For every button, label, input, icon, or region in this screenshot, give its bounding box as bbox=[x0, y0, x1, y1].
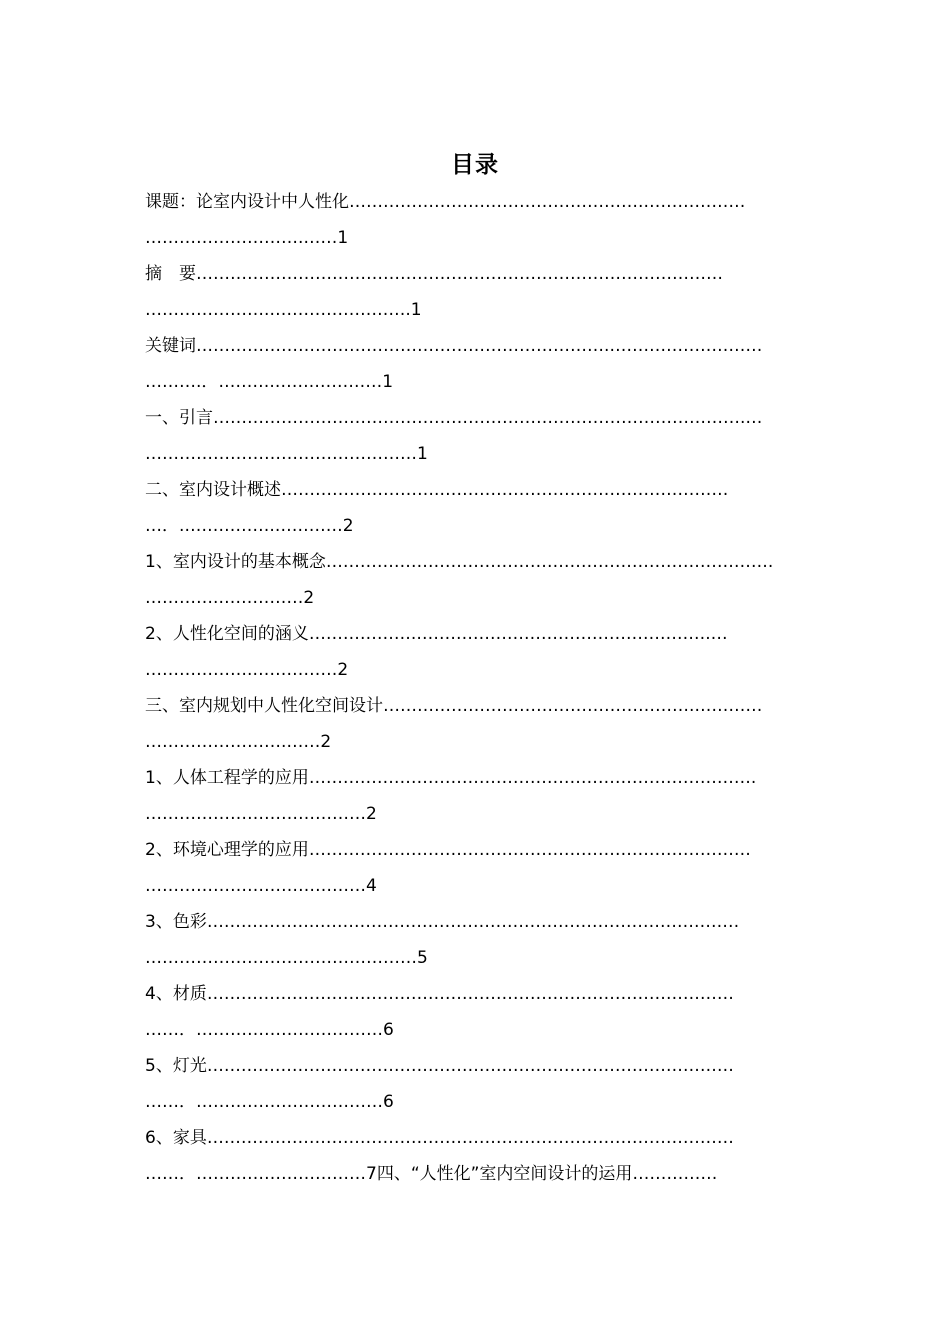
toc-entry-env-psychology-cont: …………………………………4 bbox=[145, 876, 377, 896]
toc-entry-color-cont: …………………………………………5 bbox=[145, 948, 428, 968]
toc-entry-space-design: 三、室内规划中人性化空间设计……………………………………………….………… bbox=[145, 696, 763, 716]
toc-entry-ergonomics-cont: …………………………………2 bbox=[145, 804, 377, 824]
toc-entry-env-psychology: 2、环境心理学的应用…………………………………………………………………… bbox=[145, 840, 751, 860]
toc-entry-space-design-cont: …………………….……2 bbox=[145, 732, 332, 752]
page-title: 目录 bbox=[451, 152, 499, 178]
toc-entry-overview-cont: …．.…………….…………2 bbox=[145, 516, 354, 536]
table-of-contents bbox=[145, 184, 815, 1192]
toc-entry-topic: 课题：论室内设计中人性化…………………………………………….……………… bbox=[145, 192, 746, 212]
toc-entry-furniture-cont: ……．…………………………7四、“人性化”室内空间设计的运用…………… bbox=[145, 1164, 718, 1184]
toc-entry-abstract-cont: ………………….…………………….1 bbox=[145, 300, 422, 320]
toc-entry-introduction: 一、引言………………………………………………………………………………….… bbox=[145, 408, 763, 428]
toc-entry-humanized-meaning: 2、人性化空间的涵义……………….…………………………………………….… bbox=[145, 624, 728, 644]
toc-entry-material-cont: ……．……………………………6 bbox=[145, 1020, 394, 1040]
toc-entry-humanized-meaning-cont: ……………….……………2 bbox=[145, 660, 349, 680]
toc-entry-basic-concept-cont: ………….……………2 bbox=[145, 588, 315, 608]
toc-entry-abstract: 摘 要………………………………………………………………………………… bbox=[145, 264, 723, 284]
toc-entry-overview: 二、室内设计概述……………………….…………………………………………… bbox=[145, 480, 729, 500]
toc-entry-lighting: 5、灯光………………………………………………………………………………… bbox=[145, 1056, 734, 1076]
toc-entry-keywords-cont: ……….．……….…….…………1 bbox=[145, 372, 394, 392]
toc-entry-lighting-cont: ……．……………………………6 bbox=[145, 1092, 394, 1112]
toc-entry-ergonomics: 1、人体工程学的应用……………………………………………………………………. bbox=[145, 768, 757, 788]
toc-entry-topic-cont: ……………………….……1 bbox=[145, 228, 349, 248]
toc-entry-color: 3、色彩……………….………………………………………………………………… bbox=[145, 912, 740, 932]
toc-entry-material: 4、材质………………………………………………………………………………… bbox=[145, 984, 734, 1004]
toc-entry-introduction-cont: …………………………………………1 bbox=[145, 444, 428, 464]
toc-entry-basic-concept: 1、室内设计的基本概念……………………………………………………………………. bbox=[145, 552, 774, 572]
toc-entry-keywords: 关键词……………………………………………………………….……………………… bbox=[145, 336, 763, 356]
toc-entry-furniture: 6、家具………………………………………………………………………………… bbox=[145, 1128, 734, 1148]
